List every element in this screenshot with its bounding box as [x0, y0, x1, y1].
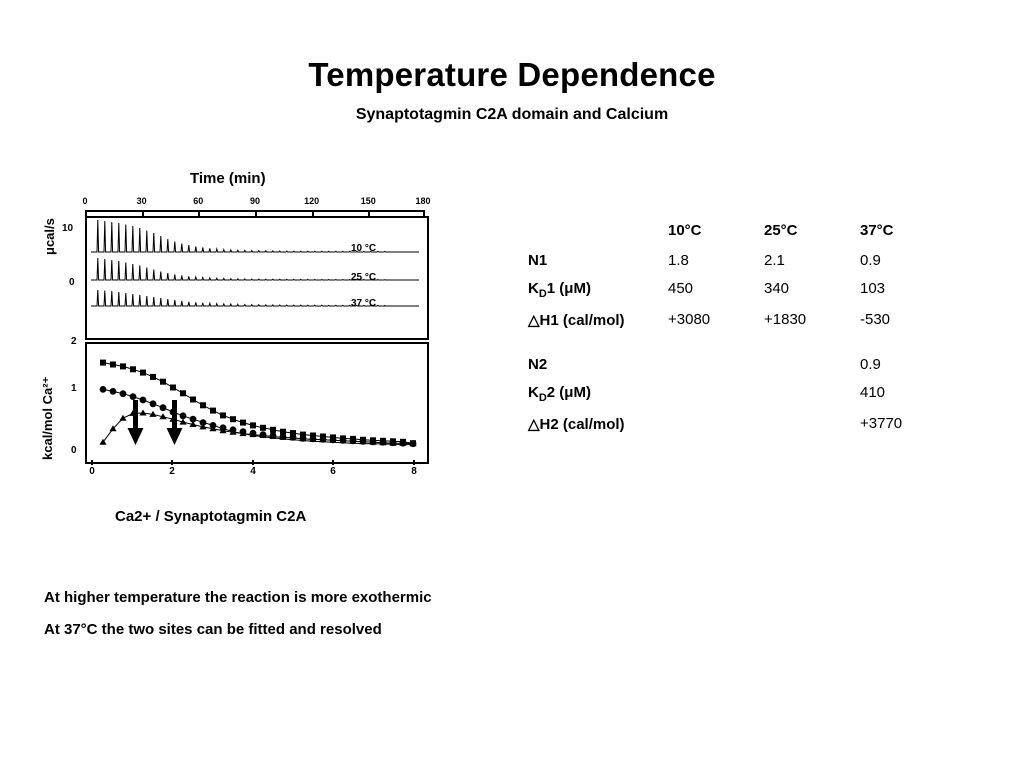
time-tick-90: 90	[249, 196, 261, 206]
cell-kd2-25c	[764, 384, 860, 415]
ratio-axis	[85, 460, 425, 480]
ratio-tick-mark	[252, 460, 254, 465]
trace-label-25c: 25 °C	[351, 272, 377, 283]
cell-n1-10c: 1.8	[668, 252, 689, 269]
cell-dh1-25c: +1830	[764, 311, 807, 328]
thermogram-y-axis-label: μcal/s	[42, 218, 57, 255]
kd2-k: K	[528, 384, 539, 401]
isotherm-y-tick-2: 2	[71, 336, 77, 347]
table-row	[528, 252, 956, 280]
ratio-tick-mark	[171, 460, 173, 465]
column-header-blank	[528, 222, 668, 252]
row-label-dh1: △H1 (cal/mol)	[528, 312, 625, 329]
thermogram-y-tick-0: 0	[69, 277, 75, 288]
cell-dh1-10c: +3080	[668, 311, 711, 328]
cell-kd1-25c: 340	[764, 280, 790, 297]
table-row	[528, 415, 956, 444]
trace-label-10c: 10 °C	[351, 243, 377, 254]
time-tick-0: 0	[82, 196, 88, 206]
thermodynamic-parameters-table	[528, 222, 956, 444]
isotherm-y-tick-0: 0	[71, 445, 77, 456]
cell-kd2-10c	[668, 384, 764, 415]
isotherm-plot	[87, 344, 423, 458]
cell-n1-37c: 0.9	[860, 252, 881, 269]
ratio-tick-2: 2	[169, 466, 175, 477]
kd2-rest: 2 (μM)	[546, 384, 591, 401]
row-label-dh2: △H2 (cal/mol)	[528, 416, 625, 433]
annotation-arrow-2	[167, 400, 183, 445]
kd1-k: K	[528, 280, 539, 297]
ratio-tick-mark	[332, 460, 334, 465]
cell-dh2-37c: +3770	[860, 415, 903, 432]
cell-n2-10c	[668, 356, 764, 384]
time-axis	[82, 196, 431, 216]
table-spacer-row	[528, 340, 956, 356]
ratio-tick-mark	[413, 460, 415, 465]
time-tick-150: 150	[360, 196, 376, 206]
table-row	[528, 356, 956, 384]
kd1-subscript: D	[538, 288, 547, 300]
time-tick-30: 30	[136, 196, 147, 206]
row-label-n2: N2	[528, 356, 548, 373]
time-axis-label: Time (min)	[190, 170, 266, 187]
table-row	[528, 280, 956, 311]
time-tick-180: 180	[415, 196, 431, 206]
table-header-row	[528, 222, 956, 252]
conclusions	[44, 582, 432, 646]
cell-n1-25c: 2.1	[764, 252, 785, 269]
row-label-kd2	[528, 384, 668, 415]
conclusion-line-1: At higher temperature the reaction is more exothermic	[44, 589, 432, 606]
kd1-rest: 1 (μM)	[546, 280, 591, 297]
time-tick-60: 60	[193, 196, 204, 206]
table-row	[528, 384, 956, 415]
thermogram-panel	[85, 216, 429, 340]
column-header-25c: 25°C	[764, 222, 798, 239]
table-row	[528, 311, 956, 340]
cell-kd1-10c: 450	[668, 280, 694, 297]
row-label-n1: N1	[528, 252, 548, 269]
isotherm-y-tick-1: 1	[71, 383, 77, 394]
thermogram-y-tick-10: 10	[62, 223, 74, 234]
cell-n2-25c	[764, 356, 860, 384]
ratio-tick-8: 8	[411, 466, 417, 477]
ratio-tick-4: 4	[250, 466, 256, 477]
cell-kd1-37c: 103	[860, 280, 886, 297]
row-label-kd1	[528, 280, 668, 311]
conclusion-line-2: At 37°C the two sites can be fitted and resolved	[44, 621, 382, 638]
cell-dh1-37c: -530	[860, 311, 891, 328]
cell-dh2-10c	[668, 415, 764, 444]
column-header-37c: 37°C	[860, 222, 894, 239]
cell-dh2-25c	[764, 415, 860, 444]
column-header-10c: 10°C	[668, 222, 702, 239]
isotherm-panel	[85, 342, 429, 464]
annotation-arrow-1	[128, 400, 144, 445]
itc-figure	[40, 160, 460, 540]
page-subtitle: Synaptotagmin C2A domain and Calcium	[355, 106, 669, 123]
ratio-axis-label: Ca2+ / Synaptotagmin C2A	[115, 508, 307, 525]
ratio-tick-0: 0	[89, 466, 95, 477]
ratio-tick-mark	[91, 460, 93, 465]
cell-kd2-37c: 410	[860, 384, 886, 401]
kd2-subscript: D	[538, 392, 547, 404]
trace-label-37c: 37 °C	[351, 298, 377, 309]
time-tick-120: 120	[304, 196, 320, 206]
ratio-tick-6: 6	[330, 466, 336, 477]
cell-n2-37c: 0.9	[860, 356, 881, 373]
page-title: Temperature Dependence	[308, 56, 716, 93]
isotherm-y-axis-label: kcal/mol Ca²⁺	[40, 376, 55, 460]
